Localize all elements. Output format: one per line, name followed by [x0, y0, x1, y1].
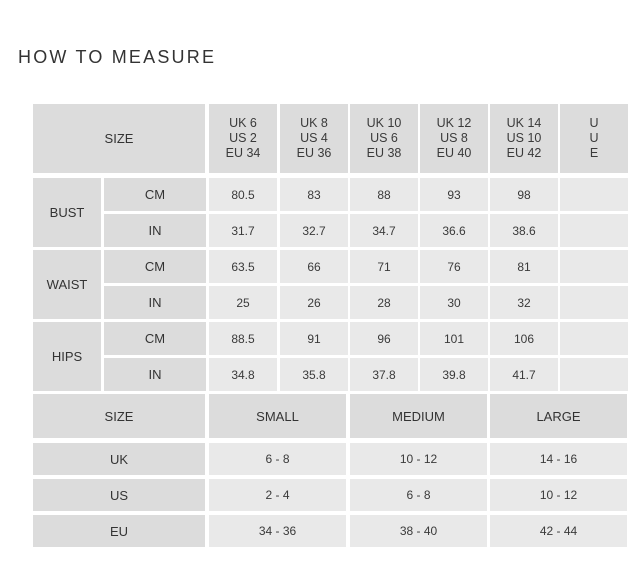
size-us-label: US 10 — [506, 131, 542, 145]
size-eu-label: EU 38 — [366, 146, 402, 160]
region-label-uk: UK — [33, 443, 205, 475]
group-range-value: 6 - 8 — [350, 479, 487, 511]
measurement-label-bust: BUST — [33, 178, 101, 247]
measurement-value — [560, 286, 628, 319]
size-eu-label: EU 42 — [506, 146, 542, 160]
measurement-value: 37.8 — [350, 358, 418, 391]
measurement-value — [560, 322, 628, 355]
measurement-value: 71 — [350, 250, 418, 283]
measurement-value: 34.7 — [350, 214, 418, 247]
group-range-value: 2 - 4 — [209, 479, 346, 511]
unit-label: IN — [104, 286, 206, 319]
measurement-value: 41.7 — [490, 358, 558, 391]
measurement-value: 36.6 — [420, 214, 488, 247]
group-range-value: 38 - 40 — [350, 515, 487, 547]
size-uk-label: UK 10 — [366, 116, 402, 130]
measurement-value: 88.5 — [209, 322, 277, 355]
group-range-value: 14 - 16 — [490, 443, 627, 475]
size-column-header — [350, 104, 418, 173]
measurement-value — [560, 250, 628, 283]
size-eu-label: EU 34 — [225, 146, 261, 160]
measurement-value: 81 — [490, 250, 558, 283]
size-uk-label: UK 12 — [436, 116, 472, 130]
measurement-value: 35.8 — [280, 358, 348, 391]
measurement-value: 39.8 — [420, 358, 488, 391]
size-column-header — [490, 104, 558, 173]
measurement-value — [560, 178, 628, 211]
size-uk-label: U — [589, 116, 599, 130]
size-uk-label: UK 6 — [229, 116, 257, 130]
measurement-value: 32 — [490, 286, 558, 319]
group-size-header: SIZE — [33, 394, 205, 438]
measurement-value: 93 — [420, 178, 488, 211]
size-eu-label: E — [589, 146, 599, 160]
measurement-value: 76 — [420, 250, 488, 283]
unit-label: CM — [104, 322, 206, 355]
size-uk-label: UK 8 — [300, 116, 328, 130]
group-range-value: 6 - 8 — [209, 443, 346, 475]
size-column-header — [209, 104, 277, 173]
region-label-us: US — [33, 479, 205, 511]
size-eu-label: EU 36 — [296, 146, 332, 160]
size-eu-label: EU 40 — [436, 146, 472, 160]
group-range-value: 34 - 36 — [209, 515, 346, 547]
size-header: SIZE — [33, 104, 205, 173]
measurement-value: 98 — [490, 178, 558, 211]
measurement-value: 63.5 — [209, 250, 277, 283]
size-uk-label: UK 14 — [506, 116, 542, 130]
unit-label: CM — [104, 250, 206, 283]
size-us-label: US 6 — [370, 131, 398, 145]
measurement-value: 28 — [350, 286, 418, 319]
group-range-value: 10 - 12 — [350, 443, 487, 475]
measurement-value: 101 — [420, 322, 488, 355]
group-header-medium: MEDIUM — [350, 394, 487, 438]
region-label-eu: EU — [33, 515, 205, 547]
group-header-small: SMALL — [209, 394, 346, 438]
measurement-value: 96 — [350, 322, 418, 355]
measurement-value: 26 — [280, 286, 348, 319]
measurement-value: 91 — [280, 322, 348, 355]
group-header-large: LARGE — [490, 394, 627, 438]
measurement-value — [560, 358, 628, 391]
size-us-label: U — [589, 131, 599, 145]
unit-label: IN — [104, 358, 206, 391]
measurement-value: 66 — [280, 250, 348, 283]
size-column-header — [560, 104, 628, 173]
unit-label: CM — [104, 178, 206, 211]
size-us-label: US 2 — [229, 131, 257, 145]
size-column-header — [420, 104, 488, 173]
measurement-label-hips: HIPS — [33, 322, 101, 391]
measurement-value: 80.5 — [209, 178, 277, 211]
measurement-value: 38.6 — [490, 214, 558, 247]
measurement-label-waist: WAIST — [33, 250, 101, 319]
unit-label: IN — [104, 214, 206, 247]
size-column-header — [280, 104, 348, 173]
measurement-value: 106 — [490, 322, 558, 355]
group-range-value: 10 - 12 — [490, 479, 627, 511]
measurement-value: 31.7 — [209, 214, 277, 247]
measurement-value: 34.8 — [209, 358, 277, 391]
measurement-value: 25 — [209, 286, 277, 319]
measurement-value — [560, 214, 628, 247]
measurement-value: 88 — [350, 178, 418, 211]
page-title: HOW TO MEASURE — [18, 47, 217, 67]
measurement-value: 83 — [280, 178, 348, 211]
group-range-value: 42 - 44 — [490, 515, 627, 547]
measurement-value: 30 — [420, 286, 488, 319]
size-us-label: US 4 — [300, 131, 328, 145]
size-us-label: US 8 — [440, 131, 468, 145]
measurement-value: 32.7 — [280, 214, 348, 247]
